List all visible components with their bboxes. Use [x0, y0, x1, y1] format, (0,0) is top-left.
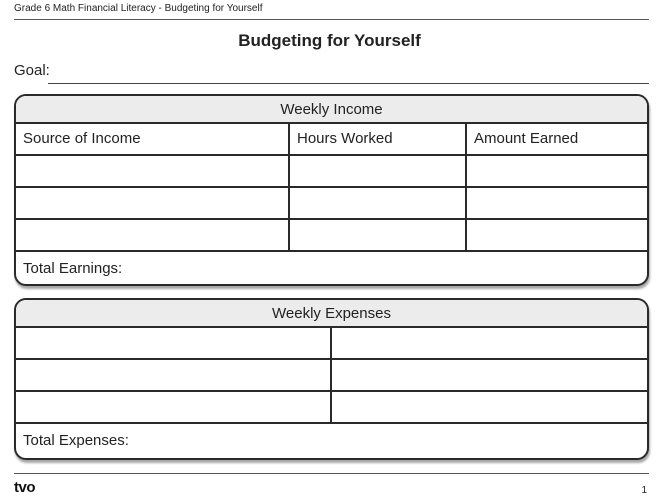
total-expenses-field[interactable]: [16, 424, 647, 458]
column-header-amount: Amount Earned: [467, 124, 647, 156]
footer-divider: [14, 473, 649, 474]
expense-item-cell[interactable]: [16, 392, 332, 424]
weekly-expenses-title: Weekly Expenses: [16, 300, 647, 328]
goal-input-line[interactable]: [48, 83, 649, 84]
income-hours-cell[interactable]: [290, 188, 467, 220]
weekly-income-title: Weekly Income: [16, 96, 647, 124]
expense-amount-cell[interactable]: [332, 328, 647, 360]
expense-amount-cell[interactable]: [332, 360, 647, 392]
income-source-cell[interactable]: [16, 188, 290, 220]
column-header-source: Source of Income: [16, 124, 290, 156]
total-earnings-field[interactable]: [16, 252, 647, 286]
expense-item-cell[interactable]: [16, 328, 332, 360]
expense-amount-cell[interactable]: [332, 392, 647, 424]
income-amount-cell[interactable]: [467, 156, 647, 188]
income-source-cell[interactable]: [16, 220, 290, 252]
income-amount-cell[interactable]: [467, 220, 647, 252]
income-grid: [16, 124, 647, 252]
running-header: Grade 6 Math Financial Literacy - Budgeting for Yourself: [14, 3, 263, 14]
income-amount-cell[interactable]: [467, 188, 647, 220]
expenses-grid: [16, 328, 647, 424]
column-header-hours: Hours Worked: [290, 124, 467, 156]
total-expenses-label: Total Expenses:: [23, 432, 129, 449]
weekly-income-table: [14, 94, 649, 286]
income-source-cell[interactable]: [16, 156, 290, 188]
weekly-expenses-table: [14, 298, 649, 460]
goal-label: Goal:: [14, 62, 50, 79]
income-hours-cell[interactable]: [290, 220, 467, 252]
page-title: Budgeting for Yourself: [238, 31, 421, 50]
income-hours-cell[interactable]: [290, 156, 467, 188]
total-earnings-label: Total Earnings:: [23, 260, 123, 277]
header-divider: [14, 19, 649, 20]
tvo-logo: tvo: [14, 479, 35, 496]
expense-item-cell[interactable]: [16, 360, 332, 392]
page-number: 1: [641, 485, 647, 496]
